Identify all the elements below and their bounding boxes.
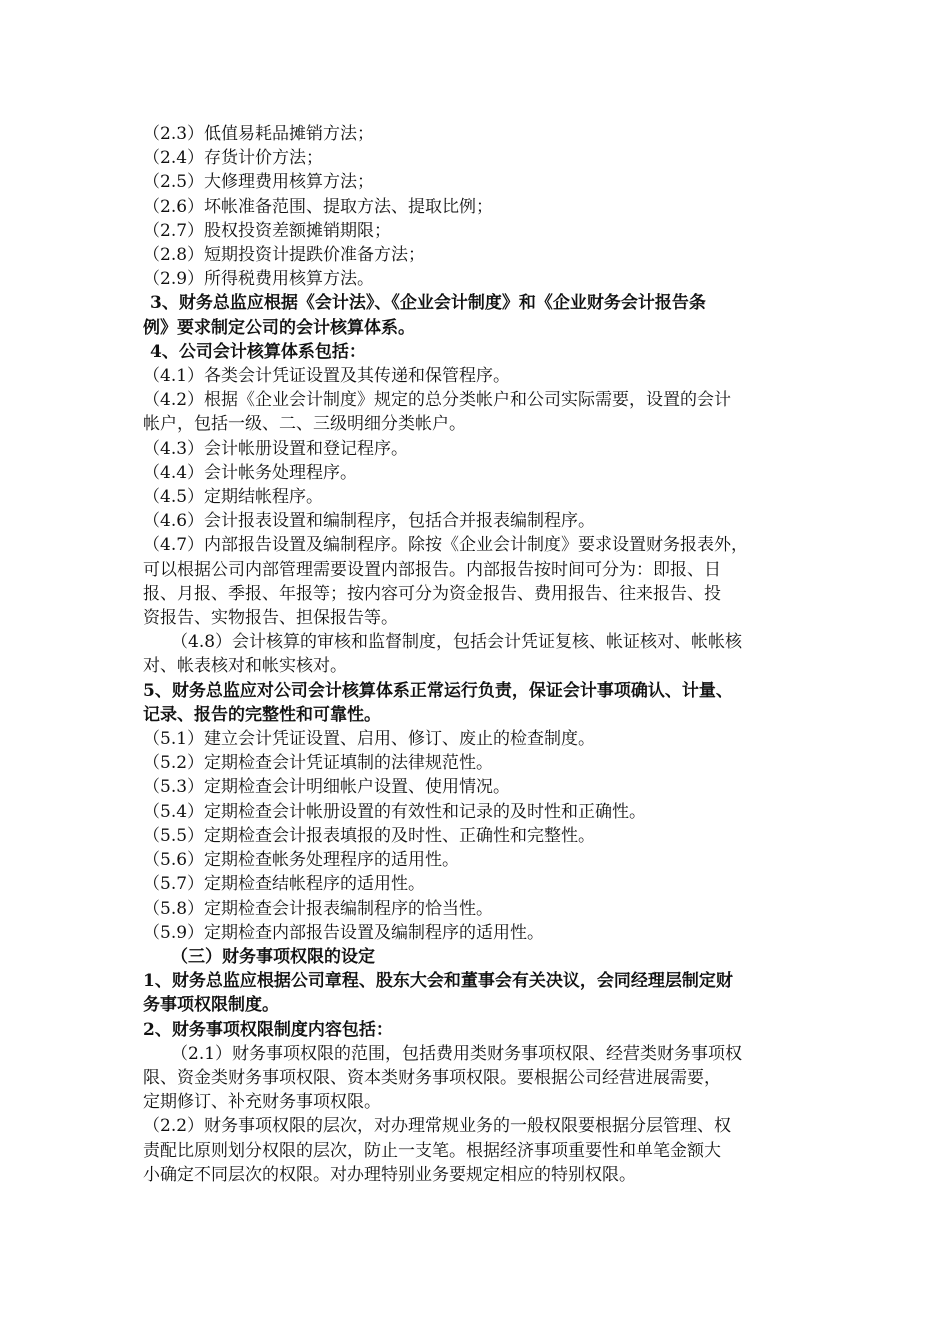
text-line: 报、月报、季报、年报等；按内容可分为资金报告、费用报告、往来报告、投 <box>143 583 721 604</box>
text-line: 资报告、实物报告、担保报告等。 <box>143 608 398 629</box>
text-line: （2.1）财务事项权限的范围，包括费用类财务事项权限、经营类财务事项权 <box>171 1043 743 1064</box>
text-line: （2.2）财务事项权限的层次，对办理常规业务的一般权限要根据分层管理、权 <box>143 1116 732 1137</box>
heading-line: 3、财务总监应根据《会计法》、《企业会计制度》和《企业财务会计报告条 <box>150 293 706 314</box>
text-line: （2.5）大修理费用核算方法； <box>143 172 375 193</box>
text-line: （4.8）会计核算的审核和监督制度，包括会计凭证复核、帐证核对、帐帐核 <box>171 632 743 653</box>
text-line: （4.3）会计帐册设置和登记程序。 <box>143 438 409 459</box>
text-line: （5.7）定期检查结帐程序的适用性。 <box>143 874 426 895</box>
heading-line: 务事项权限制度。 <box>143 995 279 1016</box>
text-line: 对、帐表核对和帐实核对。 <box>143 656 347 677</box>
text-line: （4.4）会计帐务处理程序。 <box>143 462 358 483</box>
text-line: （2.8）短期投资计提跌价准备方法； <box>143 245 426 266</box>
heading-line: （三）财务事项权限的设定 <box>171 946 375 967</box>
text-line: （4.1）各类会计凭证设置及其传递和保管程序。 <box>143 366 511 387</box>
heading-line: 2、财务事项权限制度内容包括： <box>143 1019 393 1040</box>
document-body <box>143 122 813 1187</box>
text-line: 定期修订、补充财务事项权限。 <box>143 1092 381 1113</box>
heading-line: 例》要求制定公司的会计核算体系。 <box>143 317 415 338</box>
text-line: （2.9）所得税费用核算方法。 <box>143 269 375 290</box>
heading-line: 4、公司会计核算体系包括： <box>150 341 366 362</box>
text-line: （5.4）定期检查会计帐册设置的有效性和记录的及时性和正确性。 <box>143 801 647 822</box>
text-line: （5.8）定期检查会计报表编制程序的恰当性。 <box>143 898 494 919</box>
text-line: （5.5）定期检查会计报表填报的及时性、正确性和完整性。 <box>143 825 596 846</box>
text-line: （5.9）定期检查内部报告设置及编制程序的适用性。 <box>143 922 545 943</box>
heading-line: 5、财务总监应对公司会计核算体系正常运行负责，保证会计事项确认、计量、 <box>143 680 733 701</box>
text-line: 小确定不同层次的权限。对办理特别业务要规定相应的特别权限。 <box>143 1164 636 1185</box>
text-line: 责配比原则划分权限的层次，防止一支笔。根据经济事项重要性和单笔金额大 <box>143 1140 721 1161</box>
text-line: （4.7）内部报告设置及编制程序。除按《企业会计制度》要求设置财务报表外， <box>143 535 749 556</box>
text-line: （5.1）建立会计凭证设置、启用、修订、废止的检查制度。 <box>143 729 596 750</box>
text-line: （2.6）坏帐准备范围、提取方法、提取比例； <box>143 196 494 217</box>
text-line: 帐户，包括一级、二、三级明细分类帐户。 <box>143 414 466 435</box>
text-line: （4.5）定期结帐程序。 <box>143 487 324 508</box>
text-line: （5.6）定期检查帐务处理程序的适用性。 <box>143 850 460 871</box>
heading-line: 1、财务总监应根据公司章程、股东大会和董事会有关决议，会同经理层制定财 <box>143 971 733 992</box>
heading-line: 记录、报告的完整性和可靠性。 <box>143 704 381 725</box>
text-line: （4.6）会计报表设置和编制程序，包括合并报表编制程序。 <box>143 511 596 532</box>
text-line: （2.7）股权投资差额摊销期限； <box>143 220 392 241</box>
text-line: （4.2）根据《企业会计制度》规定的总分类帐户和公司实际需要，设置的会计 <box>143 390 732 411</box>
text-line: 限、资金类财务事项权限、资本类财务事项权限。要根据公司经营进展需要， <box>143 1067 721 1088</box>
text-line: （5.2）定期检查会计凭证填制的法律规范性。 <box>143 753 494 774</box>
text-line: 可以根据公司内部管理需要设置内部报告。内部报告按时间可分为：即报、日 <box>143 559 721 580</box>
text-line: （5.3）定期检查会计明细帐户设置、使用情况。 <box>143 777 511 798</box>
text-line: （2.3）低值易耗品摊销方法； <box>143 124 375 144</box>
text-line: （2.4）存货计价方法； <box>143 148 324 169</box>
